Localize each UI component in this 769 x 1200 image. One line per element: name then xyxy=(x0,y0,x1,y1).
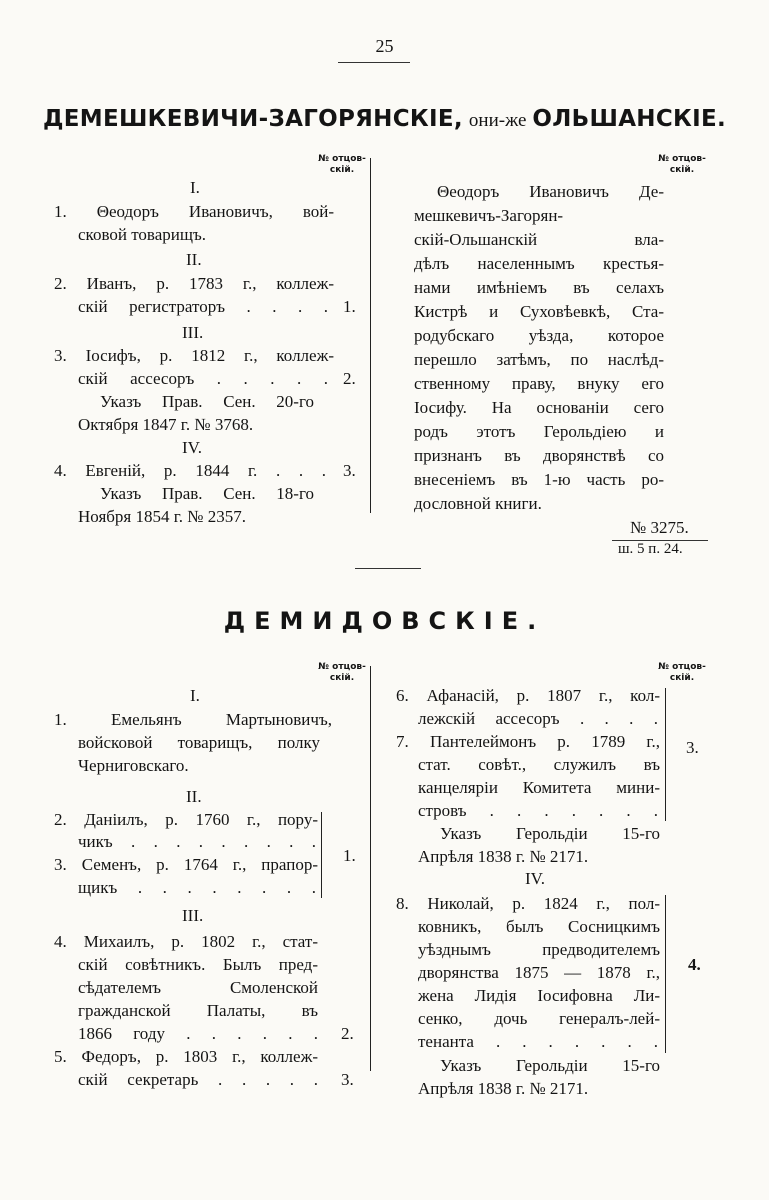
entry-3-father-number: 2. xyxy=(343,369,356,388)
history-line: мешкевичъ-Загорян- xyxy=(414,206,564,225)
col-header-left-2: № отцов- скій. xyxy=(318,662,366,683)
entry-8-line-4: дворянства 1875 — 1878 г., xyxy=(418,963,660,982)
entry-8-line-1: 8. Николай, р. 1824 г., пол- xyxy=(396,894,660,913)
entry-6-line-1: 6. Афанасій, р. 1807 г., кол- xyxy=(396,686,660,705)
entry-8-father-number: 4. xyxy=(688,955,701,974)
entry-7-line-1: 7. Пантелеймонъ р. 1789 г., xyxy=(396,732,660,751)
generation-1-heading: I. xyxy=(190,686,200,705)
entry-2-line-1: 2. Иванъ, р. 1783 г., коллеж- xyxy=(54,274,334,293)
entry-3-decree-line-2: Октября 1847 г. № 3768. xyxy=(78,415,254,434)
generation-3-heading: III. xyxy=(182,323,204,342)
entry-2-line-1: 2. Даніилъ, р. 1760 г., пору- xyxy=(54,810,318,829)
history-line: скій-Ольшанскій вла- xyxy=(414,230,664,249)
entry-4-decree-line-2: Ноября 1854 г. № 2357. xyxy=(78,507,247,526)
entry-1-line-2: войсковой товарищъ, полку xyxy=(78,733,320,752)
decree-2-line-1: Указъ Герольдіи 15-го xyxy=(440,1056,660,1075)
section-2-title: ДЕМИДОВСКІЕ. xyxy=(223,607,546,635)
col-header-right-2: № отцов- скій. xyxy=(658,662,706,683)
history-line: внесеніемъ въ 1-ю часть ро- xyxy=(414,470,664,489)
history-line: перешло затѣмъ, по наслѣд- xyxy=(414,350,664,369)
section-1-title xyxy=(0,106,769,132)
entry-8-line-5: жена Лидія Іосифовна Ли- xyxy=(418,986,660,1005)
generation-4-heading: IV. xyxy=(182,438,202,457)
column-divider-2 xyxy=(370,666,371,1071)
entry-1-line-1: 1. Θеодоръ Ивановичъ, вой- xyxy=(54,202,334,221)
col-header-left-1: № отцов- скій. xyxy=(318,154,366,175)
history-line: родубскаго уѣзда, которое xyxy=(414,326,664,345)
entry-2-line-2: чикъ . . . . . . . . . xyxy=(78,832,316,851)
entry-1-line-2: сковой товарищъ. xyxy=(78,225,206,244)
generation-4-heading: IV. xyxy=(525,869,545,888)
brace-entries-2-3 xyxy=(321,812,322,898)
entry-3-line-1: 3. Іосифъ, р. 1812 г., коллеж- xyxy=(54,346,334,365)
entries-6-7-father-number: 3. xyxy=(686,738,699,757)
entry-4-father-number: 3. xyxy=(343,461,356,480)
generation-3-heading: III. xyxy=(182,906,204,925)
brace-entries-6-7 xyxy=(665,688,666,821)
entry-8-line-6: сенко, дочь генералъ-лей- xyxy=(418,1009,660,1028)
history-line: нами имѣніемъ въ селахъ xyxy=(414,278,664,297)
history-line: Θеодоръ Ивановичъ Де- xyxy=(437,182,664,201)
entry-5-line-2: скій секретарь . . . . . xyxy=(78,1070,318,1089)
entry-5-line-1: 5. Федоръ, р. 1803 г., коллеж- xyxy=(54,1047,318,1066)
generation-1-heading: I. xyxy=(190,178,200,197)
history-line: родъ этотъ Герольдіею и xyxy=(414,422,664,441)
entry-3-line-1: 3. Семенъ, р. 1764 г., прапор- xyxy=(54,855,318,874)
generation-2-heading: II. xyxy=(186,787,202,806)
entry-6-line-2: лежскій ассесоръ . . . . xyxy=(418,709,658,728)
entry-4-line-1: 4. Евгеній, р. 1844 г. . . . xyxy=(54,461,326,480)
section-1-title-alt: ОЛЬШАНСКІЕ. xyxy=(532,106,727,132)
entry-8-line-2: ковникъ, былъ Сосницкимъ xyxy=(418,917,660,936)
history-line: ственному праву, внуку его xyxy=(414,374,664,393)
page-number: 25 xyxy=(375,36,394,56)
col-header-right-1: № отцов- скій. xyxy=(658,154,706,175)
history-line: дѣлъ населеннымъ крестья- xyxy=(414,254,664,273)
entry-2-line-2: скій регистраторъ . . . . xyxy=(78,297,328,316)
entry-3-line-2: щикъ . . . . . . . . xyxy=(78,878,316,897)
column-divider-1 xyxy=(370,158,371,513)
entry-4-decree-line-1: Указъ Прав. Сен. 18-го xyxy=(100,484,314,503)
decree-2-line-2: Апрѣля 1838 г. № 2171. xyxy=(418,1079,589,1098)
entry-7-line-3: канцеляріи Комитета мини- xyxy=(418,778,660,797)
decree-1-line-2: Апрѣля 1838 г. № 2171. xyxy=(418,847,589,866)
history-line: Кистрѣ и Суховѣевкѣ, Ста- xyxy=(414,302,664,321)
entry-4-line-5: 1866 году . . . . . . xyxy=(78,1024,318,1043)
record-location: ш. 5 п. 24. xyxy=(618,541,683,557)
entry-8-line-7: тенанта . . . . . . . xyxy=(418,1032,658,1051)
section-1-title-main: ДЕМЕШКЕВИЧИ-ЗАГОРЯНСКІЕ, xyxy=(42,106,463,132)
entry-1-line-3: Черниговскаго. xyxy=(78,756,189,775)
entry-7-line-4: стровъ . . . . . . . xyxy=(418,801,658,820)
history-line: признанъ въ дворянствѣ со xyxy=(414,446,664,465)
entry-4-line-2: скій совѣтникъ. Былъ пред- xyxy=(78,955,318,974)
entry-3-line-2: скій ассесоръ . . . . . xyxy=(78,369,328,388)
record-number: № 3275. xyxy=(630,518,689,537)
decree-1-line-1: Указъ Герольдіи 15-го xyxy=(440,824,660,843)
entry-7-line-2: стат. совѣт., служилъ въ xyxy=(418,755,660,774)
entry-4-line-4: гражданской Палаты, въ xyxy=(78,1001,318,1020)
page-number-rule xyxy=(338,62,410,63)
brace-entry-8 xyxy=(665,895,666,1053)
entries-2-3-father-number: 1. xyxy=(343,846,356,865)
entry-8-line-3: уѣзднымъ предводителемъ xyxy=(418,940,660,959)
generation-2-heading: II. xyxy=(186,250,202,269)
history-line: Іосифу. На основаніи сего xyxy=(414,398,664,417)
entry-1-line-1: 1. Емельянъ Мартыновичъ, xyxy=(54,710,332,729)
entry-4-line-1: 4. Михаилъ, р. 1802 г., стат- xyxy=(54,932,318,951)
entry-2-father-number: 1. xyxy=(343,297,356,316)
section-separator xyxy=(355,568,421,569)
entry-3-decree-line-1: Указъ Прав. Сен. 20-го xyxy=(100,392,314,411)
entry-4-father-number: 2. xyxy=(341,1024,354,1043)
entry-5-father-number: 3. xyxy=(341,1070,354,1089)
section-1-title-mid: они-же xyxy=(468,110,527,131)
entry-4-line-3: сѣдателемъ Смоленской xyxy=(78,978,318,997)
history-line-last: дословной книги. xyxy=(414,494,542,513)
